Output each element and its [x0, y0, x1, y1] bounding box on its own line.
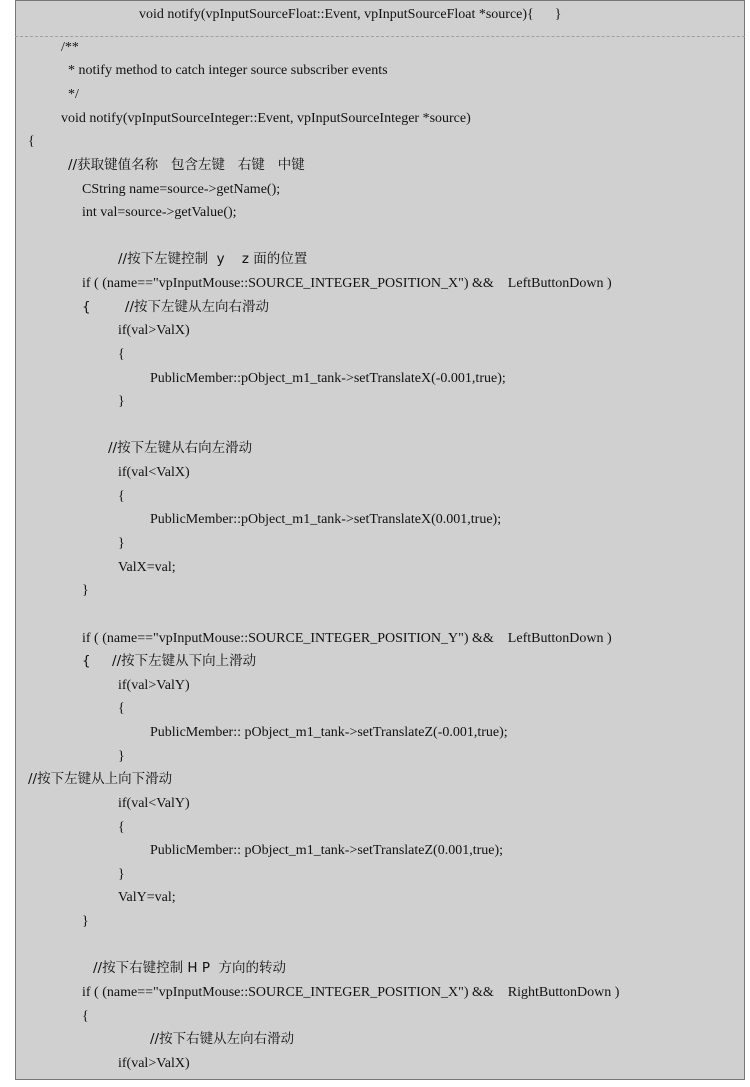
code-line: ValY=val; [118, 890, 176, 905]
code-line: { [118, 347, 125, 362]
code-line: { [118, 489, 125, 504]
code-line: PublicMember:: pObject_m1_tank->setTranslateZ(-0.001,true); [150, 725, 508, 740]
code-line: PublicMember:: pObject_m1_tank->setTranslateZ(0.001,true); [150, 843, 504, 858]
code-line: ValX=val; [118, 560, 176, 575]
code-line: if(val<ValX) [118, 465, 190, 480]
code-line: } [118, 536, 125, 551]
code-line: } [118, 749, 125, 764]
code-line: } [118, 867, 125, 882]
code-comment: //获取键值名称 包含左键 右键 中键 [68, 157, 305, 173]
code-line: if(val>ValY) [118, 678, 190, 693]
code-line: } [82, 914, 89, 929]
code-line: if ( (name=="vpInputMouse::SOURCE_INTEGER_POSITION_X") && RightButtonDown ) [82, 985, 620, 1000]
code-line: { [118, 701, 125, 716]
code-line: CString name=source->getName(); [82, 182, 281, 197]
code-line: int val=source->getValue(); [82, 205, 237, 220]
code-line: /** [61, 40, 79, 55]
code-line: } [118, 394, 125, 409]
code-line: { [118, 820, 125, 835]
code-line: } [82, 583, 89, 598]
code-line: { [28, 134, 35, 149]
code-line: */ [68, 87, 79, 102]
code-line: if ( (name=="vpInputMouse::SOURCE_INTEGER_POSITION_Y") && LeftButtonDown ) [82, 631, 612, 646]
code-line: void notify(vpInputSourceInteger::Event, vpInputSourceInteger *source) [61, 111, 471, 126]
code-comment: //按下左键从上向下滑动 [28, 771, 173, 787]
code-line: if(val>ValX) [118, 323, 190, 338]
code-line: if(val<ValY) [118, 796, 190, 811]
code-line: if ( (name=="vpInputMouse::SOURCE_INTEGER_POSITION_X") && LeftButtonDown ) [82, 276, 612, 291]
divider [15, 36, 745, 37]
code-line: { [82, 1009, 89, 1024]
code-comment: //按下左键从右向左滑动 [108, 440, 253, 456]
code-comment: //按下右键从左向右滑动 [150, 1031, 295, 1047]
code-line: void notify(vpInputSourceFloat::Event, vpInputSourceFloat *source){ } [139, 7, 562, 22]
code-line: * notify method to catch integer source subscriber events [68, 63, 388, 78]
code-comment: //按下左键控制 y z 面的位置 [118, 251, 308, 267]
code-line: PublicMember::pObject_m1_tank->setTranslateX(-0.001,true); [150, 371, 506, 386]
code-line: if(val>ValX) [118, 1056, 190, 1071]
code-line: PublicMember::pObject_m1_tank->setTranslateX(0.001,true); [150, 512, 502, 527]
code-line: { //按下左键从左向右滑动 [82, 299, 270, 315]
code-comment: //按下右键控制 H P 方向的转动 [93, 960, 287, 976]
code-line: { //按下左键从下向上滑动 [82, 653, 257, 669]
